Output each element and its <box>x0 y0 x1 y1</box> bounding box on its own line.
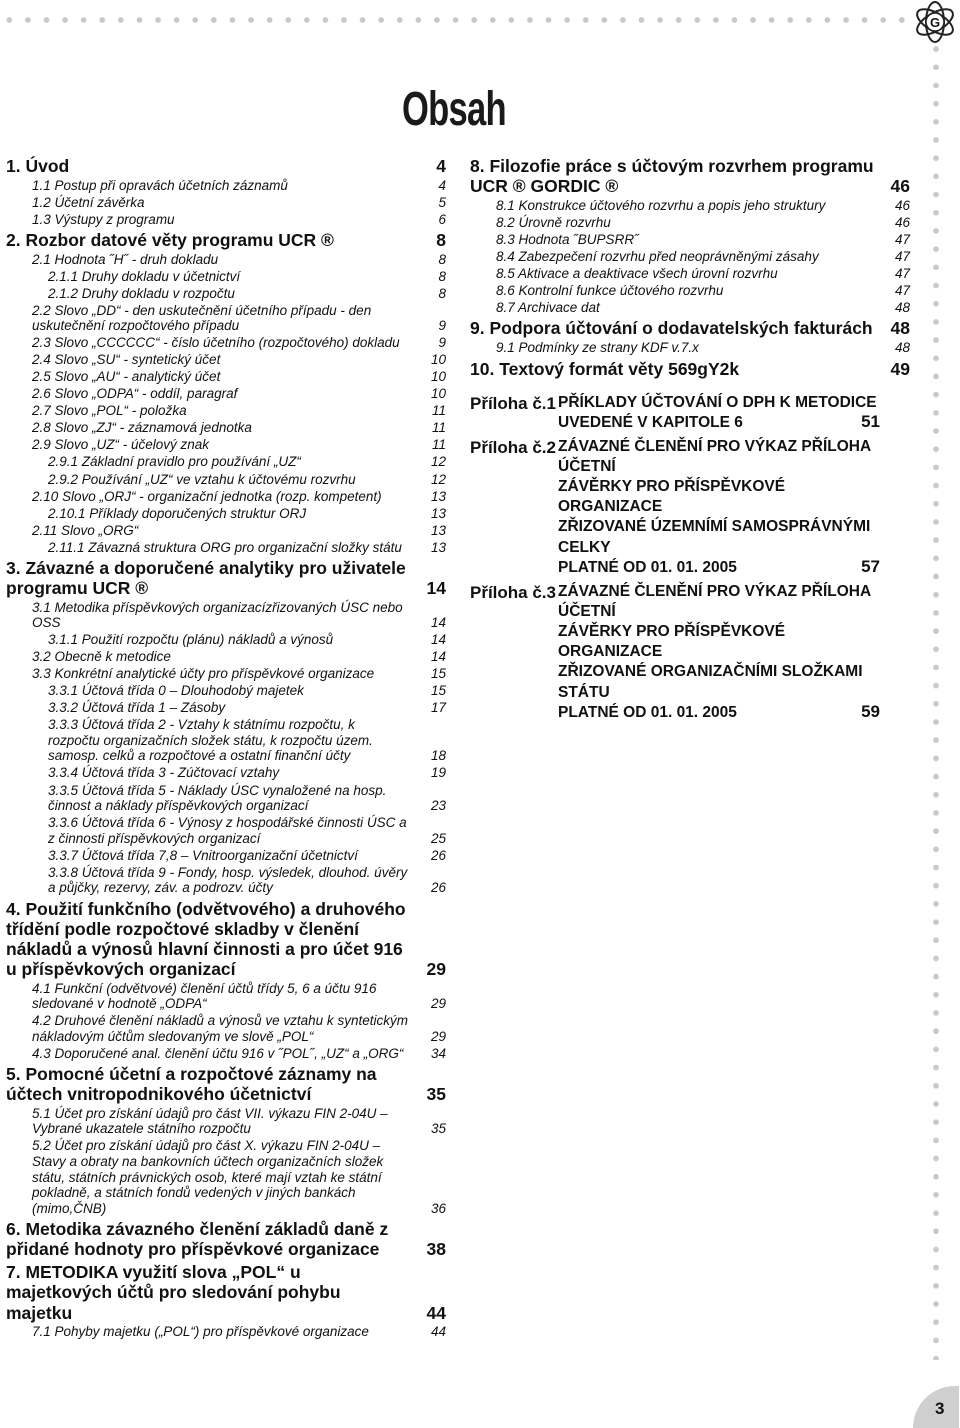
toc-entry[interactable] <box>6 420 446 436</box>
appendix-line: PŘÍKLADY ÚČTOVÁNÍ O DPH K METODICE <box>558 393 877 411</box>
toc-entry-page: 8 <box>438 251 446 267</box>
toc-entry[interactable] <box>6 1106 446 1137</box>
toc-entry-title: 2.4 Slovo „SU“ - syntetický účet <box>32 352 221 368</box>
toc-entry-page: 47 <box>894 265 910 281</box>
appendix-entry[interactable] <box>470 393 910 433</box>
toc-entry-title: 2.3 Slovo „CCCCCC“ - číslo účetního (rozpočtového) dokladu <box>32 335 400 351</box>
toc-entry[interactable] <box>6 1046 446 1062</box>
toc-entry-title: 3. Závazné a doporučené analytiky pro uživatele programu UCR ® <box>6 558 406 599</box>
toc-entry-page: 48 <box>894 299 910 315</box>
toc-entry-title: 3.3.4 Účtová třída 3 - Zúčtovací vztahy <box>48 765 280 781</box>
toc-entry-title: 6. Metodika závazného členění základů daně z přidané hodnoty pro příspěvkové organizace <box>6 1219 389 1260</box>
toc-entry[interactable] <box>6 815 446 846</box>
toc-entry[interactable] <box>6 1013 446 1044</box>
appendix-label: Příloha č.3 <box>470 582 556 602</box>
toc-entry[interactable] <box>6 540 446 556</box>
toc-entry-page: 29 <box>430 996 446 1012</box>
toc-entry-page: 46 <box>894 214 910 230</box>
appendix-line: ZŘIZOVANÉ ÚZEMNÍMÍ SAMOSPRÁVNÝMI CELKY <box>558 518 871 556</box>
toc-entry-page: 26 <box>430 847 446 863</box>
toc-entry-page: 15 <box>430 683 446 699</box>
toc-entry-page: 46 <box>894 197 910 213</box>
toc-entry-page: 48 <box>890 318 910 339</box>
appendix-line: ZÁVAZNÉ ČLENĚNÍ PRO VÝKAZ PŘÍLOHA ÚČETNÍ <box>558 437 871 476</box>
toc-entry-page: 10 <box>430 386 446 402</box>
toc-entry-page: 10 <box>430 369 446 385</box>
toc-entry-title: 7. METODIKA využití slova „POL“ u majetkových účtů pro sledování pohybu majetku <box>6 1262 341 1323</box>
toc-entry[interactable] <box>6 369 446 385</box>
toc-entry[interactable] <box>470 156 910 196</box>
top-dotted-border <box>0 16 905 24</box>
appendix-entry[interactable] <box>470 582 910 723</box>
toc-entry-title: 3.3.5 Účtová třída 5 - Náklady ÚSC vynaložené na hosp. činnost a náklady příspěvkových organizací <box>48 782 387 814</box>
toc-entry[interactable] <box>6 286 446 302</box>
appendix-page: 59 <box>861 701 880 721</box>
toc-entry-page: 47 <box>894 248 910 264</box>
toc-entry-title: 4.2 Druhové členění nákladů a výnosů ve vztahu k syntetickým nákladovým účtům sledovaným ve slově „POL“ <box>32 1013 408 1044</box>
toc-right-column <box>470 153 910 723</box>
toc-entry-page: 13 <box>430 488 446 504</box>
toc-entry-title: 2.1.1 Druhy dokladu v účetnictví <box>48 268 241 284</box>
toc-entry-page: 36 <box>430 1200 446 1216</box>
toc-entry-page: 35 <box>426 1084 446 1105</box>
toc-entry-page: 4 <box>438 177 446 193</box>
toc-entry[interactable] <box>470 300 910 316</box>
toc-entry-title: 3.2 Obecně k metodice <box>32 649 171 665</box>
toc-entry-page: 4 <box>436 156 446 176</box>
toc-entry-title: 3.3.3 Účtová třída 2 - Vztahy k státnímu rozpočtu, k rozpočtu organizačních složek státu, k rozpočtu územ. samosp. celků a rozpočtové a ostatní finanční účty <box>48 717 373 764</box>
toc-entry-page: 14 <box>430 649 446 665</box>
toc-entry-page: 34 <box>430 1045 446 1061</box>
toc-entry[interactable] <box>6 666 446 682</box>
toc-entry-page: 38 <box>426 1239 446 1260</box>
appendix-line: PLATNÉ OD 01. 01. 2005 <box>558 558 737 576</box>
toc-entry[interactable] <box>470 198 910 214</box>
appendix-line: ZÁVĚRKY PRO PŘÍSPĚVKOVÉ ORGANIZACE <box>558 478 786 516</box>
toc-entry[interactable] <box>6 865 446 896</box>
toc-entry[interactable] <box>6 352 446 368</box>
toc-entry[interactable] <box>6 195 446 211</box>
toc-entry-page: 6 <box>438 211 446 227</box>
toc-entry-title: 8.3 Hodnota ˝BUPSRR˝ <box>496 231 639 247</box>
toc-entry-page: 12 <box>430 471 446 487</box>
toc-entry[interactable] <box>6 783 446 814</box>
toc-entry[interactable] <box>6 1064 446 1104</box>
toc-entry-title: 5. Pomocné účetní a rozpočtové záznamy na účtech vnitropodnikového účetnictví <box>6 1064 377 1105</box>
toc-entry-page: 15 <box>430 666 446 682</box>
toc-entry-title: 8.7 Archivace dat <box>496 299 600 315</box>
toc-entry[interactable] <box>6 386 446 402</box>
toc-entry-page: 47 <box>894 231 910 247</box>
toc-entry[interactable] <box>6 403 446 419</box>
toc-entry[interactable] <box>6 683 446 699</box>
toc-entry-page: 10 <box>430 352 446 368</box>
toc-entry[interactable] <box>6 335 446 351</box>
toc-entry-title: 3.3.7 Účtová třída 7,8 – Vnitroorganizační účetnictví <box>48 847 358 863</box>
toc-entry[interactable] <box>6 454 446 470</box>
toc-entry-title: 2.1.2 Druhy dokladu v rozpočtu <box>48 285 235 301</box>
toc-entry-title: 8.1 Konstrukce účtového rozvrhu a popis jeho struktury <box>496 197 826 213</box>
toc-entry-title: 2. Rozbor datové věty programu UCR ® <box>6 230 334 251</box>
toc-entry[interactable] <box>6 1138 446 1216</box>
appendix-line: UVEDENÉ V KAPITOLE 6 <box>558 413 743 431</box>
toc-entry-page: 11 <box>431 437 446 453</box>
toc-entry-page: 35 <box>430 1121 446 1137</box>
toc-entry-page: 26 <box>430 880 446 896</box>
toc-entry-page: 25 <box>430 830 446 846</box>
toc-entry-page: 9 <box>438 318 446 334</box>
toc-entry-title: 3.3.1 Účtová třída 0 – Dlouhodobý majetek <box>48 683 304 699</box>
toc-entry-title: 5.1 Účet pro získání údajů pro část VII. výkazu FIN 2-04U – Vybrané ukazatele státního rozpočtu <box>32 1105 388 1137</box>
toc-entry-title: 8. Filozofie práce s účtovým rozvrhem programu UCR ® GORDIC ® <box>470 156 874 197</box>
toc-entry-page: 48 <box>894 339 910 355</box>
appendix-label: Příloha č.2 <box>470 437 556 457</box>
toc-entry-title: 2.11 Slovo „ORG“ <box>32 522 139 538</box>
toc-entry-title: 4.3 Doporučené anal. členění účtu 916 v ˝POL˝, „UZ“ a „ORG“ <box>32 1045 404 1061</box>
toc-entry[interactable] <box>470 266 910 282</box>
toc-entry[interactable] <box>6 212 446 228</box>
toc-entry-title: 4.1 Funkční (odvětvové) členění účtů třídy 5, 6 a účtu 916 sledované v hodnotě „ODPA“ <box>32 980 377 1012</box>
toc-entry-page: 11 <box>431 403 446 419</box>
appendix-page: 57 <box>861 556 880 576</box>
toc-entry-title: 3.1.1 Použití rozpočtu (plánu) nákladů a výnosů <box>48 632 334 648</box>
toc-entry-title: 8.2 Úrovně rozvrhu <box>496 214 611 230</box>
toc-entry-title: 9.1 Podmínky ze strany KDF v.7.x <box>496 339 699 355</box>
toc-entry-page: 9 <box>438 335 446 351</box>
toc-entry-title: 3.3.8 Účtová třída 9 - Fondy, hosp. výsledek, dlouhod. úvěry a půjčky, rezervy, záv. a podrozv. účty <box>48 864 408 896</box>
toc-entry-page: 12 <box>430 454 446 470</box>
toc-entry[interactable] <box>6 717 446 764</box>
toc-entry-title: 2.10.1 Příklady doporučených struktur ORJ <box>48 505 307 521</box>
toc-entry[interactable] <box>6 156 446 176</box>
toc-entry-title: 3.3.2 Účtová třída 1 – Zásoby <box>48 700 226 716</box>
toc-entry-title: 2.9 Slovo „UZ“ - účelový znak <box>32 437 210 453</box>
appendix-line: ZÁVAZNÉ ČLENĚNÍ PRO VÝKAZ PŘÍLOHA ÚČETNÍ <box>558 582 871 621</box>
toc-entry-title: 2.9.2 Používání „UZ“ ve vztahu k účtovému rozvrhu <box>48 471 356 487</box>
appendix-line: PLATNÉ OD 01. 01. 2005 <box>558 703 737 721</box>
toc-entry[interactable] <box>6 506 446 522</box>
toc-entry-title: 2.9.1 Základní pravidlo pro používání „UZ“ <box>48 454 301 470</box>
toc-entry[interactable] <box>6 1324 446 1340</box>
toc-entry-title: 1.1 Postup při opravách účetních záznamů <box>32 177 288 193</box>
toc-entry-page: 44 <box>430 1324 446 1340</box>
toc-entry-page: 13 <box>430 522 446 538</box>
toc-entry[interactable] <box>6 1219 446 1259</box>
toc-entry[interactable] <box>6 178 446 194</box>
toc-entry[interactable] <box>6 1262 446 1322</box>
toc-entry-page: 29 <box>426 958 446 979</box>
toc-entry[interactable] <box>6 437 446 453</box>
toc-entry[interactable] <box>6 523 446 539</box>
toc-entry-page: 18 <box>430 748 446 764</box>
toc-entry[interactable] <box>6 252 446 268</box>
toc-entry-page: 8 <box>438 285 446 301</box>
toc-entry[interactable] <box>6 472 446 488</box>
toc-entry-title: 4. Použití funkčního (odvětvového) a druhového třídění podle rozpočtové skladby v členění nákladů a výnosů hlavní činnosti a pro účet 916 u příspěvkových organizací <box>6 898 406 979</box>
toc-entry-title: 8.4 Zabezpečení rozvrhu před neoprávněnými zásahy <box>496 248 819 264</box>
toc-entry[interactable] <box>6 848 446 864</box>
toc-entry[interactable] <box>470 249 910 265</box>
toc-entry[interactable] <box>6 899 446 980</box>
toc-entry[interactable] <box>6 981 446 1012</box>
toc-entry-title: 2.11.1 Závazná struktura ORG pro organizační složky státu <box>48 539 402 555</box>
toc-entry-page: 14 <box>430 632 446 648</box>
toc-entry-page: 17 <box>430 700 446 716</box>
toc-entry[interactable] <box>6 632 446 648</box>
toc-entry[interactable] <box>6 558 446 598</box>
toc-entry-title: 3.3 Konkrétní analytické účty pro příspěvkové organizace <box>32 666 375 682</box>
toc-entry-title: 3.3.6 Účtová třída 6 - Výnosy z hospodářské činnosti ÚSC a z činnosti příspěvkových organizací <box>48 815 407 846</box>
toc-entry-page: 13 <box>430 505 446 521</box>
toc-entry-title: 9. Podpora účtování o dodavatelských fakturách <box>470 318 873 339</box>
page-title: Obsah <box>402 83 506 136</box>
toc-entry-page: 23 <box>430 798 446 814</box>
toc-entry[interactable] <box>470 340 910 356</box>
toc-entry[interactable] <box>6 489 446 505</box>
toc-entry-page: 14 <box>426 578 446 599</box>
page-number-badge <box>913 1386 959 1428</box>
toc-entry-page: 14 <box>430 615 446 631</box>
toc-entry[interactable] <box>470 232 910 248</box>
toc-entry-title: 2.5 Slovo „AU“ - analytický účet <box>32 369 221 385</box>
appendix-line: ZŘIZOVANÉ ORGANIZAČNÍMI SLOŽKAMI STÁTU <box>558 663 863 701</box>
page-number: 3 <box>935 1399 945 1418</box>
toc-entry-title: 1.3 Výstupy z programu <box>32 211 175 227</box>
toc-entry-title: 2.2 Slovo „DD“ - den uskutečnění účetního případu - den uskutečnění rozpočtového případu <box>32 302 372 334</box>
toc-entry-page: 13 <box>430 539 446 555</box>
toc-entry-title: 2.1 Hodnota ˝H˝ - druh dokladu <box>32 251 219 267</box>
toc-entry-page: 46 <box>890 176 910 197</box>
toc-entry-title: 1.2 Účetní závěrka <box>32 194 145 210</box>
toc-entry-page: 29 <box>430 1028 446 1044</box>
toc-entry-title: 7.1 Pohyby majetku („POL“) pro příspěvkové organizace <box>32 1324 369 1340</box>
toc-entry-page: 8 <box>438 268 446 284</box>
toc-entry-page: 44 <box>426 1302 446 1323</box>
toc-entry-page: 49 <box>890 358 910 379</box>
toc-entry-title: 8.5 Aktivace a deaktivace všech úrovní rozvrhu <box>496 265 778 281</box>
toc-entry-page: 5 <box>438 194 446 210</box>
toc-entry[interactable] <box>6 269 446 285</box>
toc-entry-title: 2.8 Slovo „ZJ“ - záznamová jednotka <box>32 420 252 436</box>
toc-entry-page: 47 <box>894 282 910 298</box>
toc-entry-page: 8 <box>436 230 446 251</box>
toc-entry-title: 5.2 Účet pro získání údajů pro část X. výkazu FIN 2-04U – Stavy a obraty na bankovních účtech organizačních složek státu, státních právnických osob, které mají vztah ke státní pokladně, a státních fondů vedených v jiných bankách (mimo,ČNB) <box>32 1138 384 1216</box>
toc-entry-page: 11 <box>431 420 446 436</box>
toc-entry-title: 8.6 Kontrolní funkce účtového rozvrhu <box>496 282 724 298</box>
toc-left-column <box>6 153 446 1340</box>
toc-entry[interactable] <box>470 359 910 379</box>
toc-entry-title: 10. Textový formát věty 569gY2k <box>470 358 740 379</box>
toc-entry-title: 1. Úvod <box>6 156 70 176</box>
toc-entry[interactable] <box>470 318 910 338</box>
toc-entry[interactable] <box>6 230 446 250</box>
appendix-page: 51 <box>861 411 880 431</box>
logo-letter: G <box>929 15 941 30</box>
appendix-label: Příloha č.1 <box>470 393 556 413</box>
toc-entry[interactable] <box>470 215 910 231</box>
right-dotted-border <box>931 40 941 1360</box>
appendix-entry[interactable] <box>470 437 910 578</box>
toc-entry[interactable] <box>6 303 446 334</box>
toc-entry[interactable] <box>6 600 446 631</box>
appendix-line: ZÁVĚRKY PRO PŘÍSPĚVKOVÉ ORGANIZACE <box>558 623 786 661</box>
toc-entry[interactable] <box>6 765 446 781</box>
toc-entry[interactable] <box>6 700 446 716</box>
toc-entry[interactable] <box>6 649 446 665</box>
toc-entry-title: 2.7 Slovo „POL“ - položka <box>32 403 187 419</box>
toc-entry-title: 3.1 Metodika příspěvkových organizacízřizovaných ÚSC nebo OSS <box>32 599 403 631</box>
toc-entry-title: 2.10 Slovo „ORJ“ - organizační jednotka (rozp. kompetent) <box>32 488 382 504</box>
toc-entry-title: 2.6 Slovo „ODPA“ - oddíl, paragraf <box>32 386 238 402</box>
toc-entry-page: 19 <box>430 765 446 781</box>
toc-entry[interactable] <box>470 283 910 299</box>
gordic-logo-icon <box>907 0 959 46</box>
